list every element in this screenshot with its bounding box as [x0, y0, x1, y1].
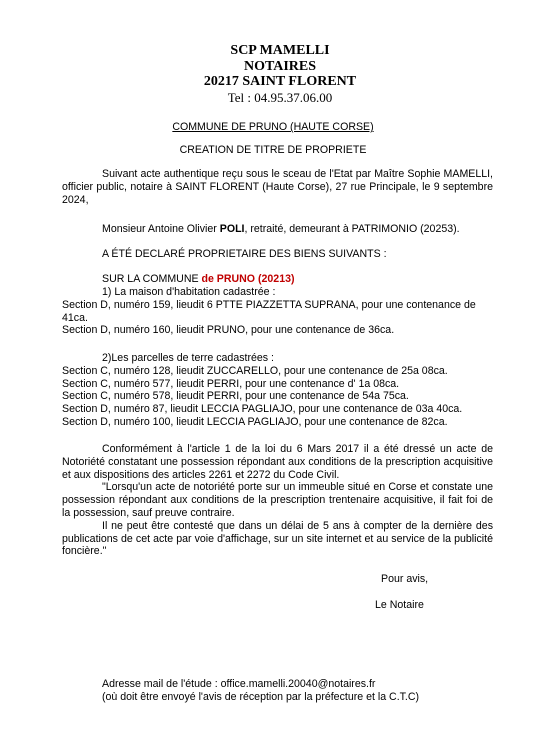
section-lands: [62, 352, 493, 429]
parcel-line: Section C, numéro 128, lieudit ZUCCARELLO, pour une contenance de 25a 08ca.: [62, 364, 448, 377]
legal-paragraph: Conformément à l'article 1 de la loi du 6 Mars 2017 il a été dressé un acte de Notoriété constatant une possession répondant aux conditions de la prescription acquisitive et aux dispositions des articles 2261 et 2272 du Code Civil.: [62, 443, 493, 481]
commune-title: COMMUNE DE PRUNO (HAUTE CORSE): [172, 121, 374, 133]
owner-surname: POLI: [219, 223, 245, 235]
footer-note: (où doit être envoyé l'avis de réception par la préfecture et la C.T.C): [102, 690, 420, 703]
parcel-line: Section D, numéro 160, lieudit PRUNO, pour une contenance de 36ca.: [62, 324, 395, 337]
document-title: CREATION DE TITRE DE PROPRIETE: [179, 144, 367, 156]
owner-details: , retraité, demeurant à PATRIMONIO (20253).: [244, 223, 460, 235]
section-houses: [62, 286, 497, 337]
signature: Le Notaire: [375, 599, 424, 611]
firm-phone: Tel : 04.95.37.06.00: [227, 89, 333, 105]
parcel-line: Section C, numéro 577, lieudit PERRI, pour une contenance d' 1a 08ca.: [62, 377, 400, 390]
declared-line: A ÉTÉ DECLARÉ PROPRIETAIRE DES BIENS SUIVANTS :: [102, 248, 387, 260]
legal-quote-end: Il ne peut être contesté que dans un délai de 5 ans à compter de la dernière des publications de cet acte par voie d'affichage, sur un site internet et au service de la publicité foncière.": [62, 519, 493, 558]
legal-quote: "Lorsqu'un acte de notoriété porte sur un immeuble situé en Corse et constate une possession répondant aux conditions de la prescription trentenaire acquisitive, il fait foi de la possession, sauf preuve contraire.: [62, 481, 493, 519]
section-heading: 2)Les parcelles de terre cadastrées :: [102, 352, 274, 364]
intro-paragraph: Suivant acte authentique reçu sous le sceau de l'Etat par Maître Sophie MAMELLI, officier public, notaire à SAINT FLORENT (Haute Corse), 27 rue Principale, le 9 septembre 2024,: [62, 168, 493, 206]
notary-header: [0, 43, 546, 105]
parcel-line: Section D, numéro 100, lieudit LECCIA PAGLIAJO, pour une contenance de 82ca.: [62, 415, 448, 428]
owner-line: [62, 223, 533, 236]
parcel-line: Section D, numéro 87, lieudit LECCIA PAGLIAJO, pour une contenance de 03a 40ca.: [62, 403, 463, 416]
parcel-line: Section D, numéro 159, lieudit 6 PTTE PIAZZETTA SUPRANA, pour une contenance de 41ca.: [62, 298, 476, 324]
profession: NOTAIRES: [243, 58, 317, 74]
section-heading: 1) La maison d'habitation cadastrée :: [102, 286, 276, 298]
owner-prefix: Monsieur Antoine Olivier: [102, 223, 220, 235]
commune-prefix: SUR LA COMMUNE: [102, 273, 202, 285]
commune-line: [62, 273, 533, 286]
commune-highlight: de PRUNO (20213): [201, 273, 295, 285]
legal-text: [62, 443, 493, 558]
office-email: Adresse mail de l'étude : office.mamelli.20040@notaires.fr: [102, 678, 376, 690]
firm-city: 20217 SAINT FLORENT: [203, 74, 357, 89]
pour-avis: Pour avis,: [381, 573, 429, 585]
footer: [102, 678, 522, 704]
firm-name: SCP MAMELLI: [230, 43, 330, 58]
parcel-line: Section C, numéro 578, lieudit PERRI, pour une contenance de 54a 75ca.: [62, 390, 409, 403]
